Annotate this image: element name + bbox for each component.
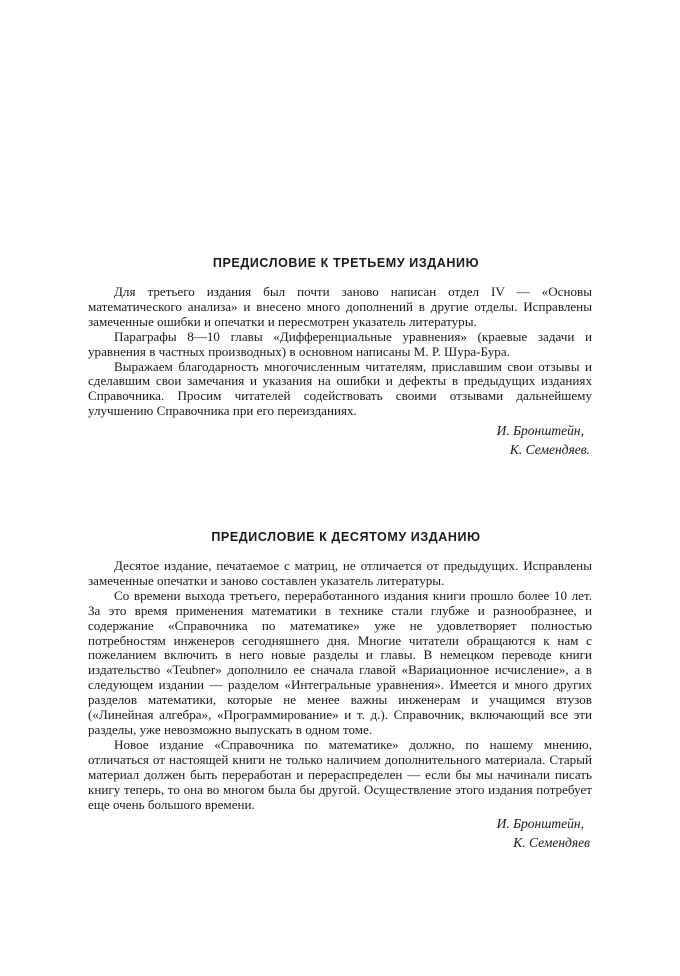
preface-tenth-edition [88, 530, 592, 852]
section-heading: ПРЕДИСЛОВИЕ К ТРЕТЬЕМУ ИЗДАНИЮ [212, 256, 480, 270]
paragraph: Выражаем благодарность многочисленным читателям, приславшим свои отзывы и сделавшим свои замечания и указания на ошибки и дефекты в предыдущих изданиях Справочника. Просим читателей содействовать своими отзывами дальнейшему улучшению Справочника при его переизданиях. [88, 358, 592, 419]
author-signature: И. Бронштейн, [496, 816, 584, 832]
preface-third-edition [88, 256, 592, 459]
signature-block [88, 421, 592, 459]
paragraph: Новое издание «Справочника по математике» должно, по нашему мнению, отличаться от настоящей книги не только наличием дополнительного материала. Старый материал должен быть переработан и перераспределен — если бы мы начинали писать книгу теперь, то она во многом была бы другой. Осуществление этого издания потребует еще очень большого времени. [88, 736, 592, 812]
author-signature: И. Бронштейн, [496, 423, 584, 439]
paragraph: Для третьего издания был почти заново написан отдел IV — «Основы математического анализа» и внесено много дополнений в другие отделы. Исправлены замеченные ошибки и опечатки и пересмотрен указатель литературы. [88, 284, 592, 329]
signature-block [88, 814, 592, 852]
paragraph: Параграфы 8—10 главы «Дифференциальные уравнения» (краевые задачи и уравнения в частных производных) в основном написаны М. Р. Шура-Бура. [88, 328, 592, 359]
author-signature: К. Семендяев [513, 835, 590, 851]
paragraph: Со времени выхода третьего, переработанного издания книги прошло более 10 лет. За это время применения математики в технике стали глубже и разнообразнее, и содержание «Справочника по математике» уже не удовлетворяет полностью потребностям инженеров сегодняшнего дня. Многие читатели обращаются к нам с пожеланием включить в него новые разделы и главы. В немецком переводе книги издательство «Teubner» дополнило ее сначала главой «Вариационное исчисление», а в следующем издании — разделом «Интегральные уравнения». Имеется и много других разделов математики, которые не менее важны инженерам и учащимся втузов («Линейная алгебра», «Программирование» и т. д.). Справочник, включающий все эти разделы, уже невозможно выпускать в одном томе. [88, 587, 592, 737]
section-heading: ПРЕДИСЛОВИЕ К ДЕСЯТОМУ ИЗДАНИЮ [211, 530, 481, 544]
paragraph: Десятое издание, печатаемое с матриц, не отличается от предыдущих. Исправлены замеченные опечатки и заново составлен указатель литературы. [88, 558, 592, 588]
author-signature: К. Семендяев. [509, 442, 590, 458]
